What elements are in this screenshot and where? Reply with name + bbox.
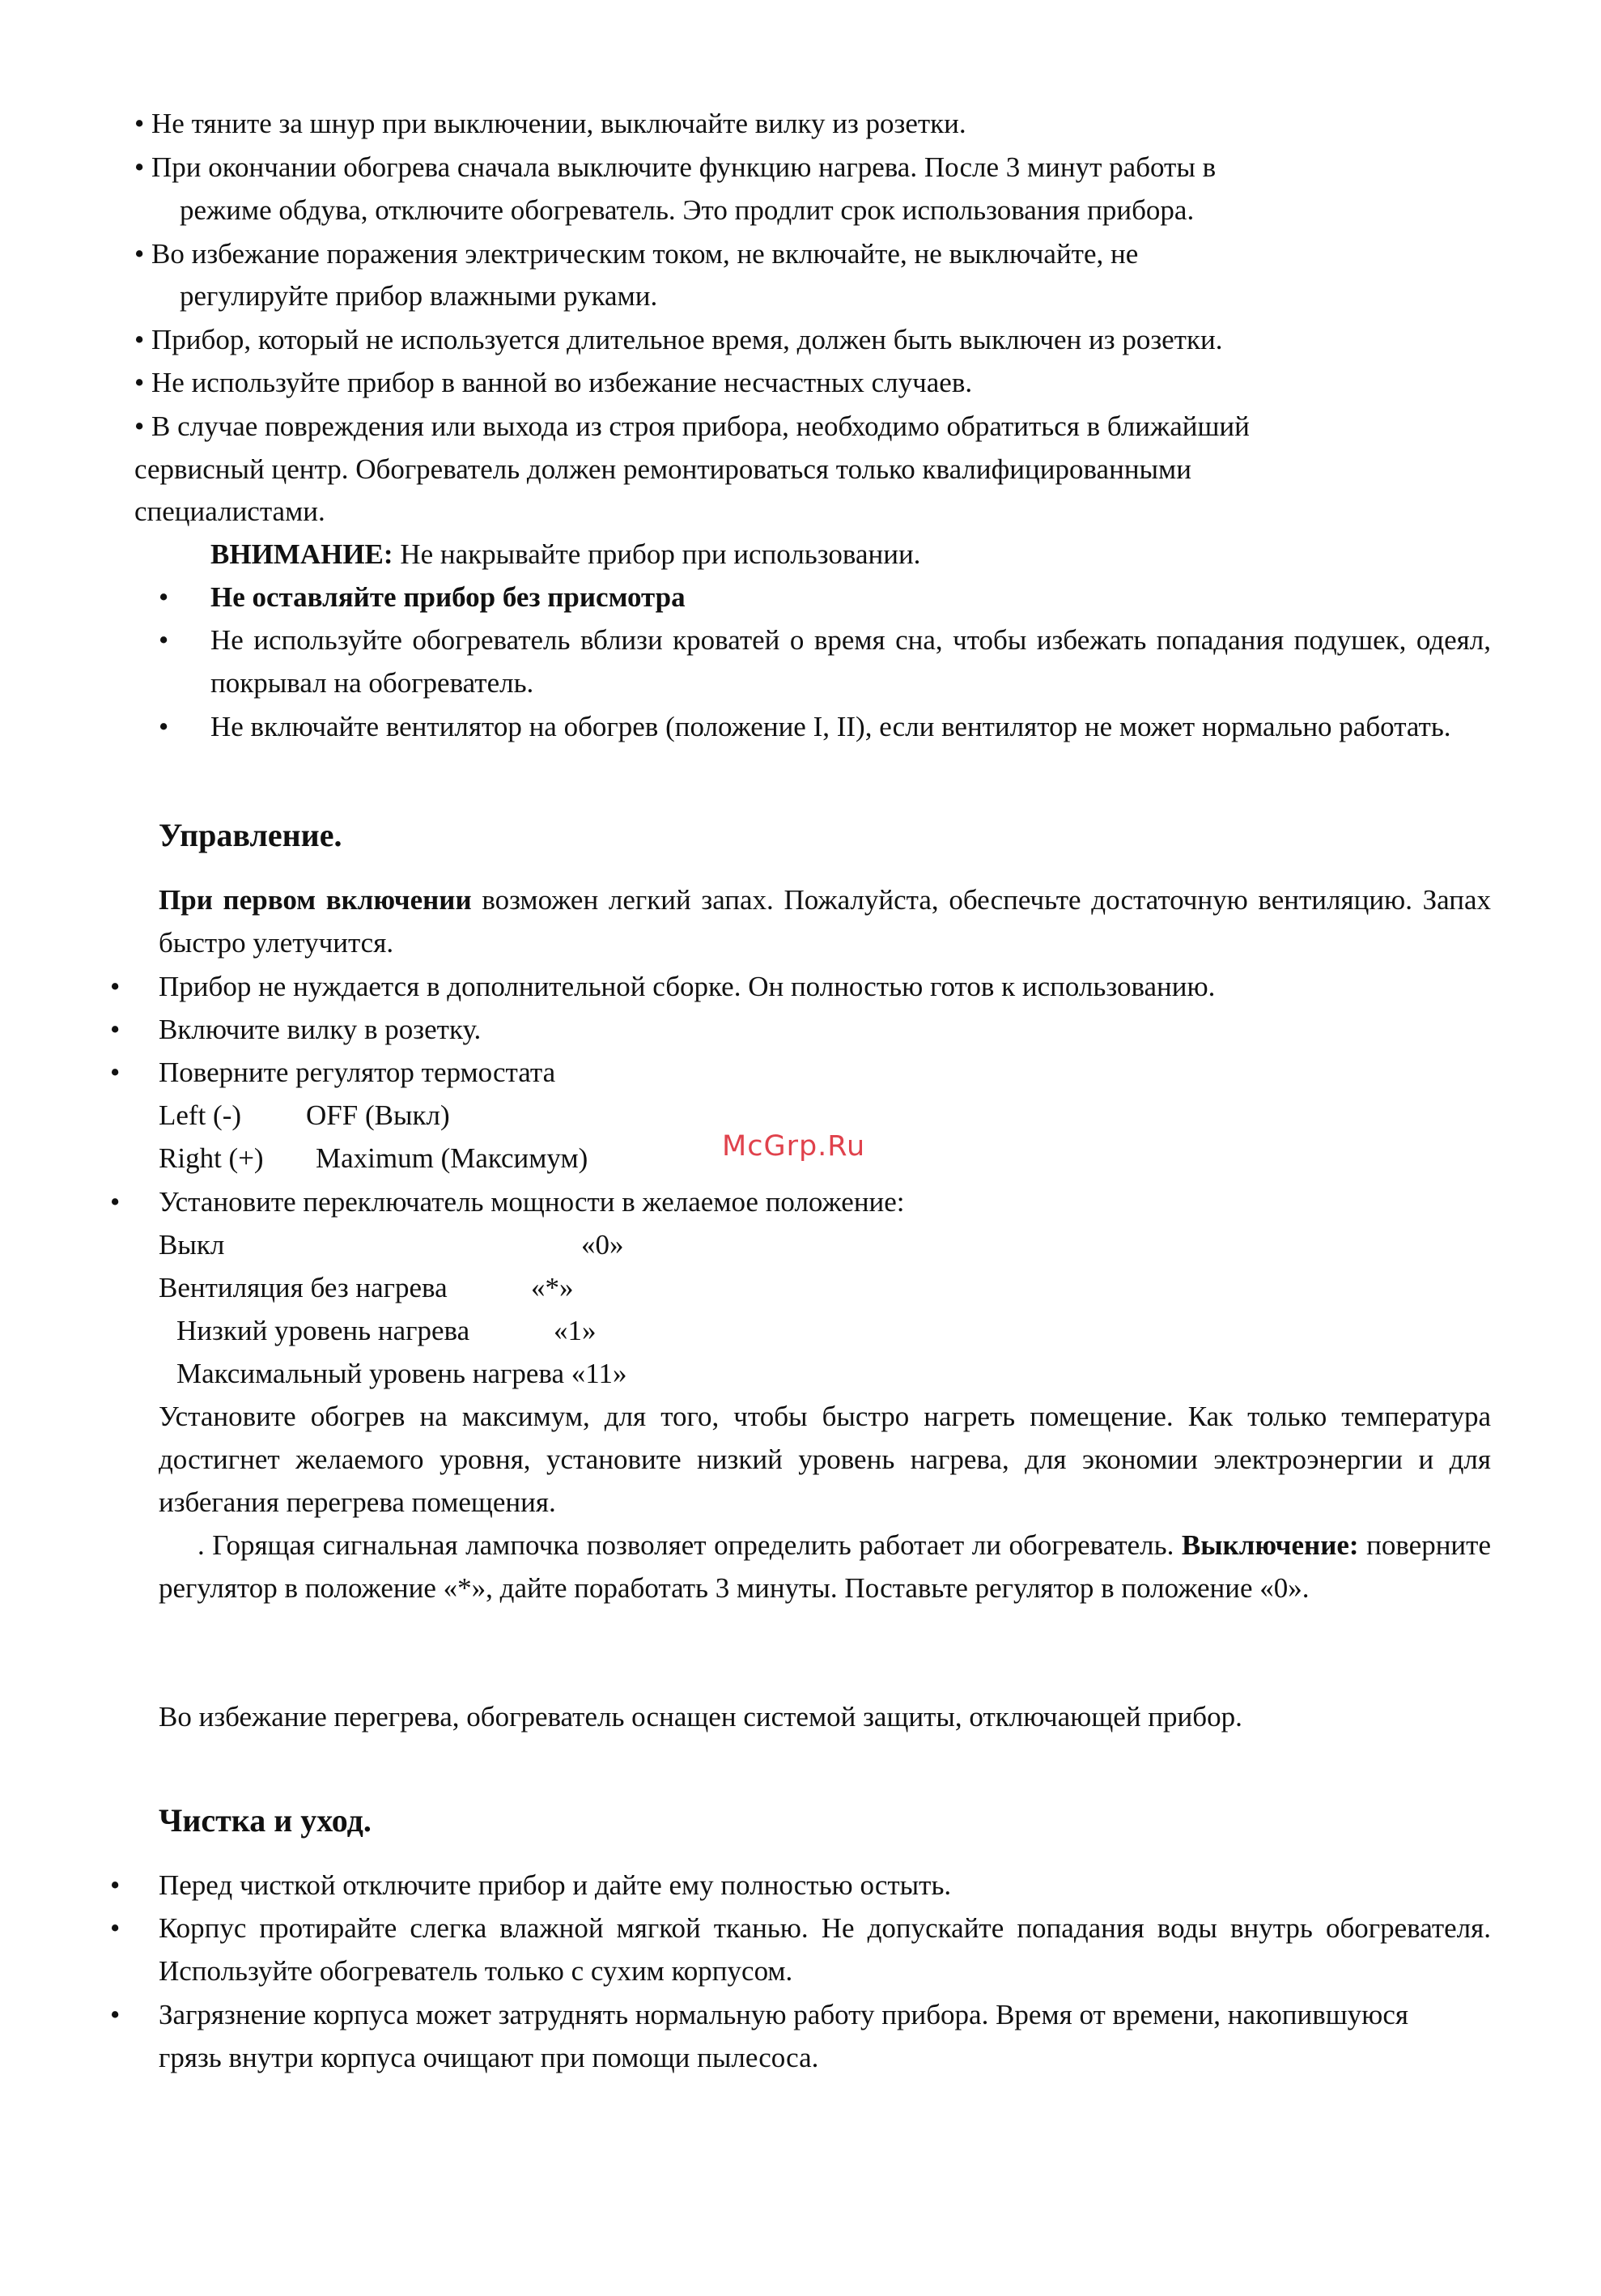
safety-text: Не используйте прибор в ванной во избежание несчастных случаев.	[151, 367, 973, 398]
care-item-2: Корпус протирайте слегка влажной мягкой тканью. Не допускайте попадания воды внутрь обогревателя. Используйте обогреватель только с сухим корпусом.	[159, 1912, 1491, 1987]
bullet: •	[134, 151, 145, 183]
mode-max-label	[176, 1352, 626, 1395]
warning-bullet: •	[159, 711, 169, 742]
watermark-logo: McGrp.Ru	[722, 1130, 866, 1163]
mode-low-label: Низкий уровень нагрева	[176, 1315, 470, 1346]
care-item-3: Загрязнение корпуса может затруднять нормальную работу прибора. Время от времени, накопившуюся грязь внутри корпуса очищают при помощи пылесоса.	[159, 1999, 1408, 2073]
off-label: Выключение:	[1181, 1529, 1359, 1561]
care-bullet: •	[110, 1869, 121, 1901]
safety-item-2	[134, 146, 1216, 189]
care-bullet: •	[110, 1999, 121, 2030]
step-bullet: •	[110, 1186, 121, 1218]
mode-fan-value: «*»	[531, 1272, 574, 1303]
safety-item-6-cont: сервисный центр. Обогреватель должен ремонтироваться только квалифицированными	[134, 453, 1191, 485]
attention-label: ВНИМАНИЕ:	[210, 538, 393, 570]
mode-fan-label: Вентиляция без нагрева	[159, 1272, 448, 1303]
mode-max-text: Максимальный уровень нагрева	[176, 1358, 565, 1389]
care-heading: Чистка и уход.	[159, 1802, 372, 1839]
warning-bullet: •	[159, 624, 169, 656]
safety-text: Не тяните за шнур при выключении, выключайте вилку из розетки.	[151, 108, 966, 139]
thermostat-right-dir: Right (+)	[159, 1142, 264, 1174]
step-1: Прибор не нуждается в дополнительной сборке. Он полностью готов к использованию.	[159, 971, 1216, 1002]
bullet: •	[134, 410, 145, 442]
bullet: •	[134, 238, 145, 270]
max-paragraph: Установите обогрев на максимум, для того, чтобы быстро нагреть помещение. Как только температура достигнет желаемого уровня, установите низкий уровень нагрева, для экономии электроэнергии и для избегания перегрева помещения.	[159, 1401, 1491, 1518]
step-4: Установите переключатель мощности в желаемое положение:	[159, 1186, 905, 1218]
thermostat-right-value: Maximum (Максимум)	[316, 1142, 588, 1174]
step-bullet: •	[110, 971, 121, 1002]
safety-item-6-cont2: специалистами.	[134, 495, 325, 527]
warning-bullet: •	[159, 581, 169, 613]
thermostat-left-value: OFF (Выкл)	[306, 1099, 450, 1131]
overheat-paragraph: Во избежание перегрева, обогреватель оснащен системой защиты, отключающей прибор.	[159, 1701, 1242, 1733]
safety-item-3-cont: регулируйте прибор влажными руками.	[180, 280, 658, 312]
attention-line	[210, 533, 920, 576]
bullet: •	[134, 324, 145, 355]
safety-text: Во избежание поражения электрическим током, не включайте, не выключайте, не	[151, 238, 1139, 270]
safety-text: Прибор, который не используется длительное время, должен быть выключен из розетки.	[151, 324, 1223, 355]
safety-item-5	[134, 361, 972, 404]
mode-max-value: «11»	[571, 1358, 627, 1389]
step-2: Включите вилку в розетку.	[159, 1014, 482, 1045]
care-item-1: Перед чисткой отключите прибор и дайте ему полностью остыть.	[159, 1869, 952, 1901]
warning-item-3: Не включайте вентилятор на обогрев (положение I, II), если вентилятор не может нормально работать.	[210, 711, 1451, 742]
first-on-text: возможен легкий запах. Пожалуйста, обеспечьте достаточную вентиляцию. Запах быстро улетучится.	[159, 884, 1492, 959]
mode-off-value: «0»	[581, 1229, 624, 1261]
safety-item-2-cont: режиме обдува, отключите обогреватель. Это продлит срок использования прибора.	[180, 194, 1195, 226]
safety-item-3	[134, 232, 1138, 275]
safety-text: При окончании обогрева сначала выключите функцию нагрева. После 3 минут работы в	[151, 151, 1217, 183]
off-text: поверните регулятор в положение «*», дайте поработать 3 минуты. Поставьте регулятор в положение «0».	[159, 1529, 1491, 1604]
first-on-paragraph	[159, 878, 1491, 964]
safety-item-4	[134, 318, 1222, 361]
safety-text: В случае повреждения или выхода из строя прибора, необходимо обратиться в ближайший	[151, 410, 1250, 442]
bullet: •	[134, 108, 145, 139]
mode-low-value: «1»	[554, 1315, 597, 1346]
attention-text: Не накрывайте прибор при использовании.	[400, 538, 921, 570]
first-on-label: При первом включении	[159, 884, 472, 916]
control-heading: Управление.	[159, 817, 342, 853]
step-3: Поверните регулятор термостата	[159, 1057, 556, 1088]
step-bullet: •	[110, 1057, 121, 1088]
safety-item-6	[134, 405, 1250, 448]
thermostat-left-dir: Left (-)	[159, 1099, 242, 1131]
mode-off-label: Выкл	[159, 1229, 225, 1261]
lamp-off-paragraph	[159, 1524, 1491, 1609]
warning-item-2: Не используйте обогреватель вблизи кроватей о время сна, чтобы избежать попадания подушек, одеял, покрывал на обогреватель.	[210, 624, 1491, 699]
step-bullet: •	[110, 1014, 121, 1045]
warning-item-1: Не оставляйте прибор без присмотра	[210, 581, 686, 613]
care-bullet: •	[110, 1912, 121, 1944]
safety-item-1	[134, 102, 966, 145]
bullet: •	[134, 367, 145, 398]
lamp-text: . Горящая сигнальная лампочка позволяет определить работает ли обогреватель.	[197, 1529, 1174, 1561]
